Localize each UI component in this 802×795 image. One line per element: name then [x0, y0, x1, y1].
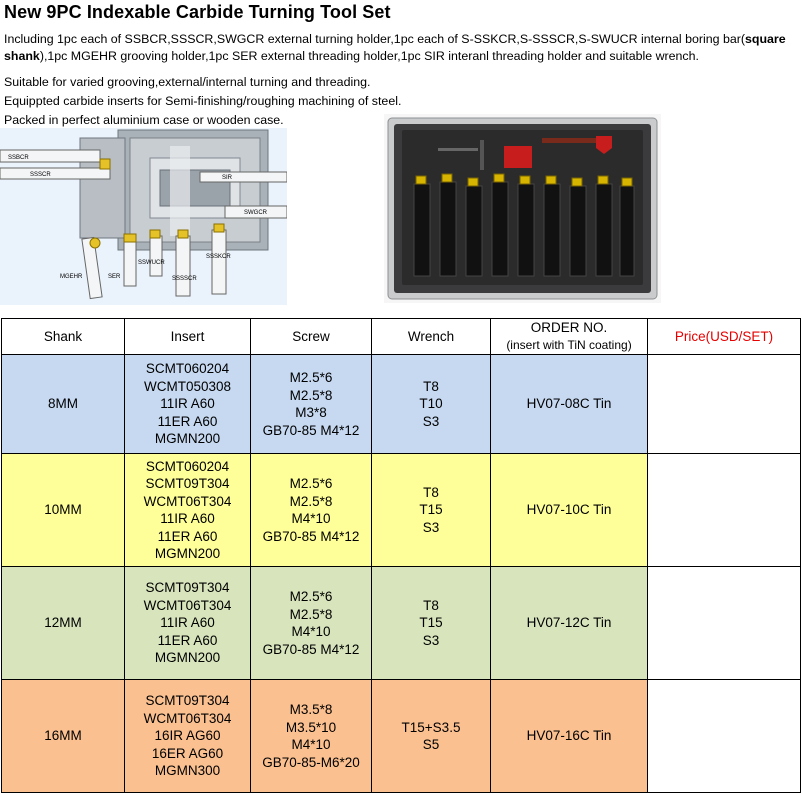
- wrench-item: T8: [423, 597, 439, 613]
- diagram-label-ser: SER: [108, 274, 121, 280]
- spec-table: [1, 318, 801, 793]
- header-price: Price(USD/SET): [648, 319, 801, 355]
- insert-item: MGMN200: [154, 650, 221, 666]
- insert-item: MGMN300: [154, 763, 221, 779]
- screw-cell: [251, 355, 372, 454]
- diagram-label-swgcr: SWGCR: [244, 210, 267, 216]
- screw-item: M2.5*8: [289, 493, 333, 509]
- product-case-photo: [384, 114, 661, 303]
- wrench-cell: [372, 355, 491, 454]
- screw-item: M3*8: [295, 405, 327, 420]
- product-description: [4, 31, 800, 65]
- insert-item: SCMT09T304: [145, 693, 230, 709]
- screw-item: GB70-85 M4*12: [262, 641, 360, 657]
- diagram-label-mgehr: MGEHR: [60, 274, 83, 280]
- insert-cell: [125, 355, 251, 454]
- table-row: [2, 567, 801, 680]
- insert-item: 11IR A60: [160, 396, 215, 412]
- insert-item: 11IR A60: [160, 615, 215, 631]
- description-part-2: ),1pc MGEHR grooving holder,1pc SER external threading holder,1pc SIR interanl threading holder and suitable wrench.: [39, 49, 699, 63]
- insert-item: WCMT06T304: [143, 710, 232, 726]
- table-row: [2, 355, 801, 454]
- screw-cell: [251, 680, 372, 793]
- wrench-item: S3: [422, 519, 440, 535]
- shank-cell: 12MM: [2, 567, 125, 680]
- screw-item: M4*10: [291, 624, 331, 639]
- diagram-label-ssskcr: SSSKCR: [206, 254, 231, 260]
- wrench-item: T15: [419, 615, 443, 631]
- screw-cell: [251, 454, 372, 567]
- diagram-label-sir: SIR: [222, 175, 233, 181]
- diagram-label-sssscr: SSSSCR: [172, 276, 197, 282]
- header-wrench: Wrench: [372, 319, 491, 355]
- shank-cell: 10MM: [2, 454, 125, 567]
- screw-item: GB70-85-M6*20: [262, 754, 360, 770]
- price-cell: [648, 680, 801, 793]
- diagram-label-ssscr: SSSCR: [30, 172, 51, 178]
- screw-item: M4*10: [291, 737, 331, 752]
- screw-item: M3.5*10: [285, 719, 337, 735]
- page-title: New 9PC Indexable Carbide Turning Tool Set: [4, 2, 391, 22]
- wrench-item: T15: [419, 502, 443, 518]
- insert-item: WCMT06T304: [143, 493, 232, 509]
- header-order-label: ORDER NO.: [530, 320, 608, 335]
- table-header-row: [2, 319, 801, 355]
- wrench-cell: [372, 567, 491, 680]
- insert-item: 16IR AG60: [154, 728, 221, 744]
- insert-item: 16ER AG60: [151, 745, 224, 761]
- insert-item: SCMT060204: [145, 361, 230, 377]
- order-no-cell: HV07-08C Tin: [491, 355, 648, 454]
- screw-cell: [251, 567, 372, 680]
- insert-item: MGMN200: [154, 431, 221, 447]
- wrench-item: T8: [423, 484, 439, 500]
- feature-item: Packed in perfect aluminium case or wooden case.: [4, 113, 284, 127]
- table-row: [2, 680, 801, 793]
- shank-cell: 8MM: [2, 355, 125, 454]
- table-row: [2, 454, 801, 567]
- description-part-1: Including 1pc each of SSBCR,SSSCR,SWGCR external turning holder,1pc each of S-SSKCR,S-SSSCR,S-SWUCR internal boring bar(: [4, 32, 745, 46]
- screw-item: M4*10: [291, 511, 331, 526]
- insert-item: WCMT06T304: [143, 597, 232, 613]
- wrench-item: T8: [423, 378, 439, 394]
- insert-cell: [125, 454, 251, 567]
- screw-item: M2.5*8: [289, 387, 333, 403]
- insert-item: SCMT09T304: [145, 580, 230, 596]
- order-no-cell: HV07-16C Tin: [491, 680, 648, 793]
- feature-item: Suitable for varied grooving,external/internal turning and threading.: [4, 75, 371, 89]
- screw-item: M2.5*6: [289, 370, 333, 385]
- screw-item: M2.5*6: [289, 476, 333, 491]
- screw-item: GB70-85 M4*12: [262, 422, 360, 438]
- insert-item: 11ER A60: [157, 528, 218, 544]
- diagram-label-sswucr: SSWUCR: [138, 260, 165, 266]
- diagram-label-ssbcr: SSBCR: [8, 155, 29, 161]
- insert-item: MGMN200: [154, 546, 221, 561]
- tool-application-diagram: [0, 128, 287, 305]
- header-shank: Shank: [2, 319, 125, 355]
- header-insert: Insert: [125, 319, 251, 355]
- wrench-item: S3: [422, 632, 440, 648]
- insert-item: 11ER A60: [157, 632, 218, 648]
- price-cell: [648, 454, 801, 567]
- wrench-item: S3: [422, 413, 440, 429]
- screw-item: GB70-85 M4*12: [262, 528, 360, 544]
- header-screw: Screw: [251, 319, 372, 355]
- wrench-item: T10: [419, 396, 443, 412]
- insert-item: WCMT050308: [143, 378, 232, 394]
- wrench-cell: [372, 454, 491, 567]
- order-no-cell: HV07-10C Tin: [491, 454, 648, 567]
- feature-list: [4, 73, 401, 130]
- wrench-item: S5: [422, 737, 440, 752]
- shank-cell: 16MM: [2, 680, 125, 793]
- price-cell: [648, 567, 801, 680]
- insert-item: 11IR A60: [160, 511, 215, 526]
- header-order-sub: (insert with TiN coating): [506, 337, 632, 352]
- insert-item: SCMT09T304: [145, 476, 230, 491]
- feature-item: Equippted carbide inserts for Semi-finishing/roughing machining of steel.: [4, 94, 402, 108]
- insert-item: SCMT060204: [145, 458, 230, 474]
- screw-item: M2.5*6: [289, 589, 333, 604]
- wrench-cell: [372, 680, 491, 793]
- insert-cell: [125, 567, 251, 680]
- wrench-item: T15+S3.5: [401, 719, 461, 735]
- header-order-no: [491, 319, 648, 355]
- price-cell: [648, 355, 801, 454]
- insert-item: 11ER A60: [157, 413, 218, 429]
- order-no-cell: HV07-12C Tin: [491, 567, 648, 680]
- screw-item: M2.5*8: [289, 606, 333, 622]
- screw-item: M3.5*8: [289, 702, 333, 717]
- insert-cell: [125, 680, 251, 793]
- description-bold: square shank: [4, 32, 786, 63]
